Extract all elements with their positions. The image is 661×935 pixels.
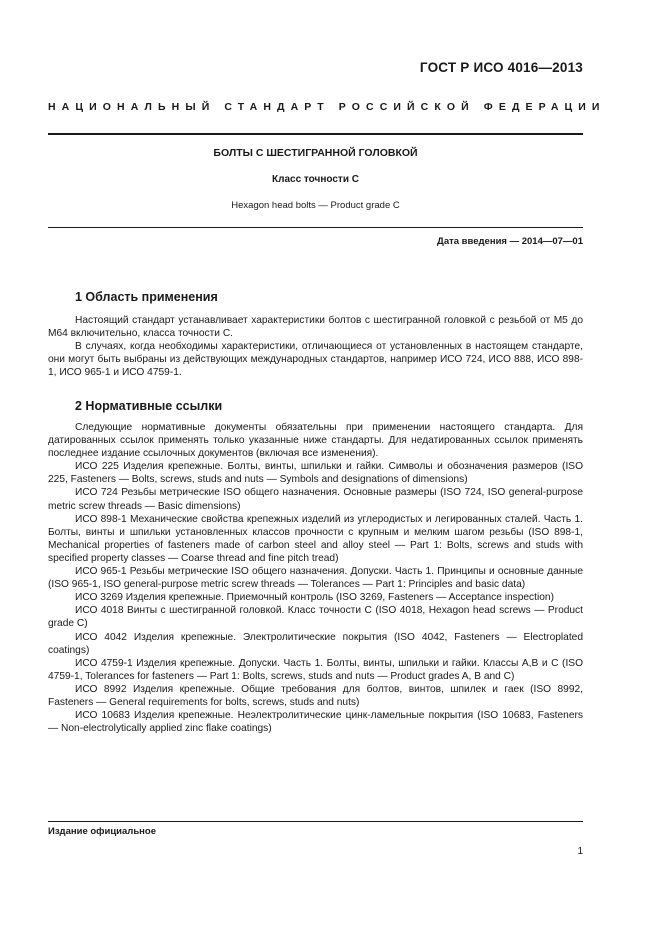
paragraph: В случаях, когда необходимы характеристики, отличающиеся от установленных в настоящем стандарте, они могут быть выбраны из действующих международных стандартов, например ИСО 724, ИСО 888, ИСО 898-1, ИСО 965-1 и ИСО 4759-1. [48, 341, 583, 379]
introduction-date: Дата введения — 2014—07—01 [437, 236, 583, 247]
paragraph: Настоящий стандарт устанавливает характеристики болтов с шестигранной головкой с резьбой от М5 до М64 включительно, класса точности С. [48, 315, 583, 340]
product-grade: Класс точности С [272, 174, 359, 185]
document-title: БОЛТЫ С ШЕСТИГРАННОЙ ГОЛОВКОЙ [213, 147, 418, 159]
section-2-body [48, 421, 583, 735]
reference-iso-724: ИСО 724 Резьбы метрические ISO общего назначения. Основные размеры (ISO 724, ISO general-purpose metric screw threads — Basic dimensions) [48, 487, 583, 512]
paragraph: Следующие нормативные документы обязательны при применении настоящего стандарта. Для датированных ссылок применять только указанные ниже стандарты. Для недатированных ссылок применять последнее издание ссылочных документов (включая все изменения). [48, 422, 583, 460]
reference-iso-4042: ИСО 4042 Изделия крепежные. Электролитические покрытия (ISO 4042, Fasteners — Electroplated coatings) [48, 631, 583, 656]
reference-iso-3269: ИСО 3269 Изделия крепежные. Приемочный контроль (ISO 3269, Fasteners — Acceptance inspection) [75, 592, 554, 604]
title-divider [48, 227, 583, 228]
reference-iso-4018: ИСО 4018 Винты с шестигранной головкой. Класс точности С (ISO 4018, Hexagon head screws — Product grade C) [48, 605, 583, 630]
reference-iso-898-1: ИСО 898-1 Механические свойства крепежных изделий из углеродистых и легированных сталей. Часть 1. Болты, винты и шпильки установленных классов прочности с крупным и мелким шагом резьбы (ISO 898-1, Mechanical properties of fasteners made of carbon steel and alloy steel — Part 1: Bolts, screws and studs with specified property classes — Coarse thread and fine pitch tread) [48, 513, 583, 564]
official-edition-label: Издание официальное [48, 826, 156, 837]
reference-iso-965-1: ИСО 965-1 Резьбы метрические ISO общего назначения. Допуски. Часть 1. Принципы и основные данные (ISO 965-1, ISO general-purpose metric screw threads — Tolerances — Part 1: Principles and basic data) [48, 566, 583, 591]
reference-iso-10683: ИСО 10683 Изделия крепежные. Неэлектролитические цинк-ламельные покрытия (ISO 10683, Fasteners — Non-electrolytically applied zinc flake coatings) [48, 710, 583, 735]
national-standard-title: НАЦИОНАЛЬНЫЙ СТАНДАРТ РОССИЙСКОЙ ФЕДЕРАЦИИ [48, 101, 606, 113]
english-title: Hexagon head bolts — Product grade C [231, 200, 400, 211]
section-2-heading: 2 Нормативные ссылки [75, 399, 223, 413]
header-divider [48, 133, 583, 135]
reference-iso-4759-1: ИСО 4759-1 Изделия крепежные. Допуски. Часть 1. Болты, винты, шпильки и гайки. Классы А,В и С (ISO 4759-1, Tolerances for fasteners — Part 1: Bolts, screws, studs and nuts — Product grades A, B and C) [48, 657, 583, 682]
footer-divider [48, 821, 583, 822]
reference-iso-225: ИСО 225 Изделия крепежные. Болты, винты, шпильки и гайки. Символы и обозначения размеров (ISO 225, Fasteners — Bolts, screws, studs and nuts — Symbols and designations of dimensions) [48, 461, 583, 486]
standard-code: ГОСТ Р ИСО 4016—2013 [419, 60, 583, 75]
section-1-body [48, 314, 583, 379]
section-1-heading: 1 Область применения [75, 290, 218, 304]
reference-iso-8992: ИСО 8992 Изделия крепежные. Общие требования для болтов, винтов, шпилек и гаек (ISO 8992, Fasteners — General requirements for bolts, screws, studs and nuts) [48, 683, 583, 708]
page-number: 1 [577, 846, 583, 857]
